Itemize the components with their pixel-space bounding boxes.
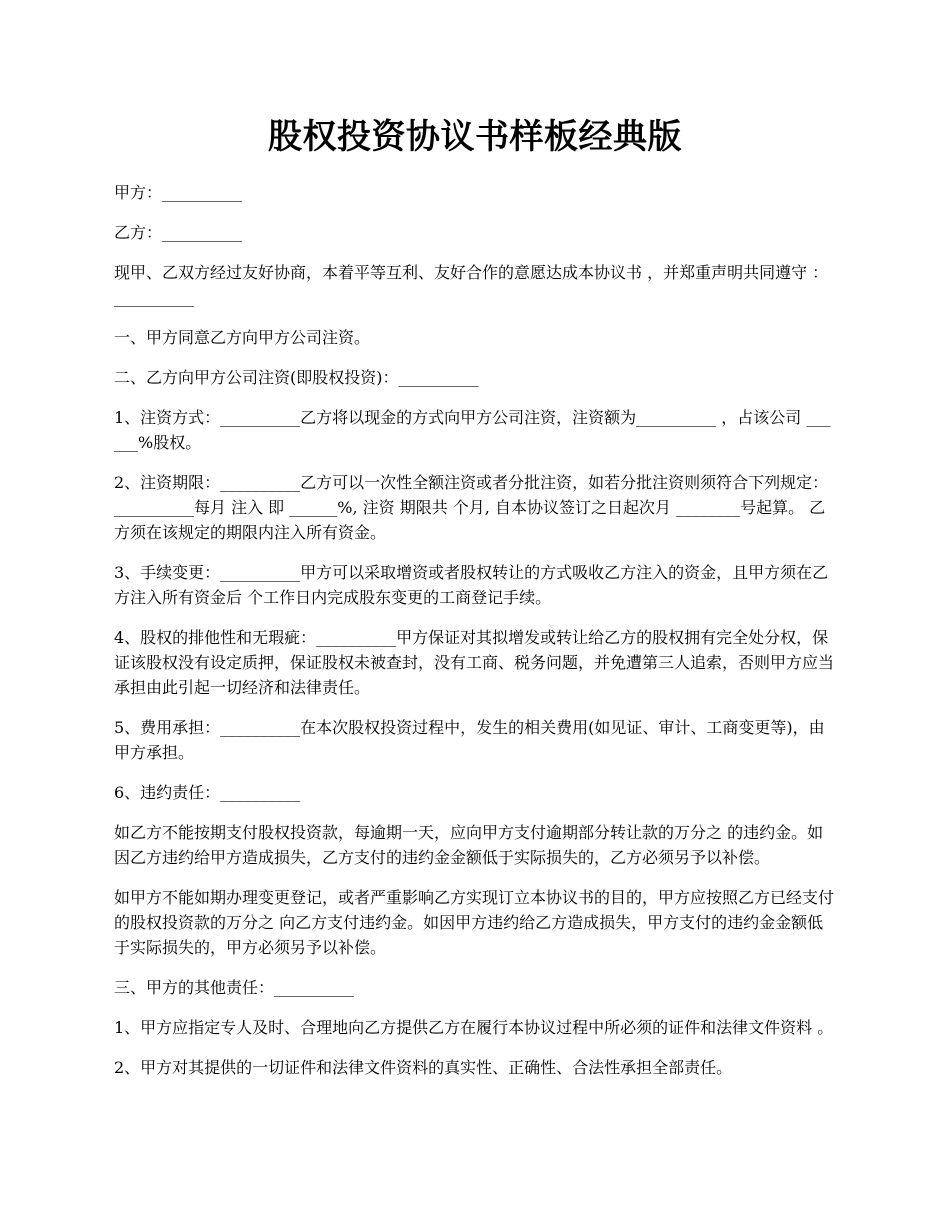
clause-equity-exclusivity: 4、股权的排他性和无瑕疵：__________甲方保证对其拟增发或转让给乙方的股权拥有完全处分权，保证该股权没有设定质押，保证股权未被查封，没有工商、税务问题，并免遭第三人追索，否则甲方应当承担由此引起一切经济和法律责任。 xyxy=(114,628,835,697)
breach-party-b-paragraph: 如乙方不能按期支付股权投资款，每逾期一天，应向甲方支付逾期部分转让款的万分之 的违约金。如因乙方违约给甲方造成损失，乙方支付的违约金金额低于实际损失的，乙方必须另予以补偿。 xyxy=(114,823,824,867)
party-a-duty-2: 2、甲方对其提供的一切证件和法律文件资料的真实性、正确性、合法性承担全部责任。 xyxy=(114,1058,733,1077)
section-1-heading: 一、甲方同意乙方向甲方公司注资。 xyxy=(114,328,371,347)
clause-investment-period: 2、注资期限：__________乙方可以一次性全额注资或者分批注资，如若分批注资则须符合下列规定：__________每月 注入 即 ______%, 注资 期限共 个月, 自本协议签订之日起次月 ________号起算。 乙方须在该规定的期限内注入所有资金。 xyxy=(114,473,829,542)
breach-party-a-paragraph: 如甲方不能如期办理变更登记，或者严重影响乙方实现订立本协议书的目的，甲方应按照乙方已经支付的股权投资款的万分之 向乙方支付违约金。如因甲方违约给乙方造成损失，甲方支付的违约金金额低于实际损失的，甲方必须另予以补偿。 xyxy=(114,888,835,957)
document-title: 股权投资协议书样板经典版 xyxy=(268,117,682,157)
party-a-duty-1: 1、甲方应指定专人及时、合理地向乙方提供乙方在履行本协议过程中所必须的证件和法律文件资料 。 xyxy=(114,1018,834,1037)
section-2-heading: 二、乙方向甲方公司注资(即股权投资)：__________ xyxy=(114,368,479,387)
clause-procedure-change: 3、手续变更：__________甲方可以采取增资或者股权转让的方式吸收乙方注入的资金，且甲方须在乙方注入所有资金后 个工作日内完成股东变更的工商登记手续。 xyxy=(114,563,829,607)
clause-investment-method: 1、注资方式：__________乙方将以现金的方式向甲方公司注资，注资额为__________ ，占该公司 ______%股权。 xyxy=(114,408,831,452)
clause-expense-bearing: 5、费用承担：__________在本次股权投资过程中，发生的相关费用(如见证、审计、工商变更等)，由甲方承担。 xyxy=(114,718,825,762)
section-3-heading: 三、甲方的其他责任：__________ xyxy=(114,978,355,997)
party-b-line: 乙方：__________ xyxy=(114,223,243,242)
clause-breach-liability: 6、违约责任：__________ xyxy=(114,783,301,802)
document-body xyxy=(114,180,836,1095)
preamble-paragraph: 现甲、乙双方经过友好协商，本着平等互利、友好合作的意愿达成本协议书 ，并郑重声明共同遵守 ：__________ xyxy=(114,263,829,307)
party-a-line: 甲方：__________ xyxy=(114,183,243,202)
